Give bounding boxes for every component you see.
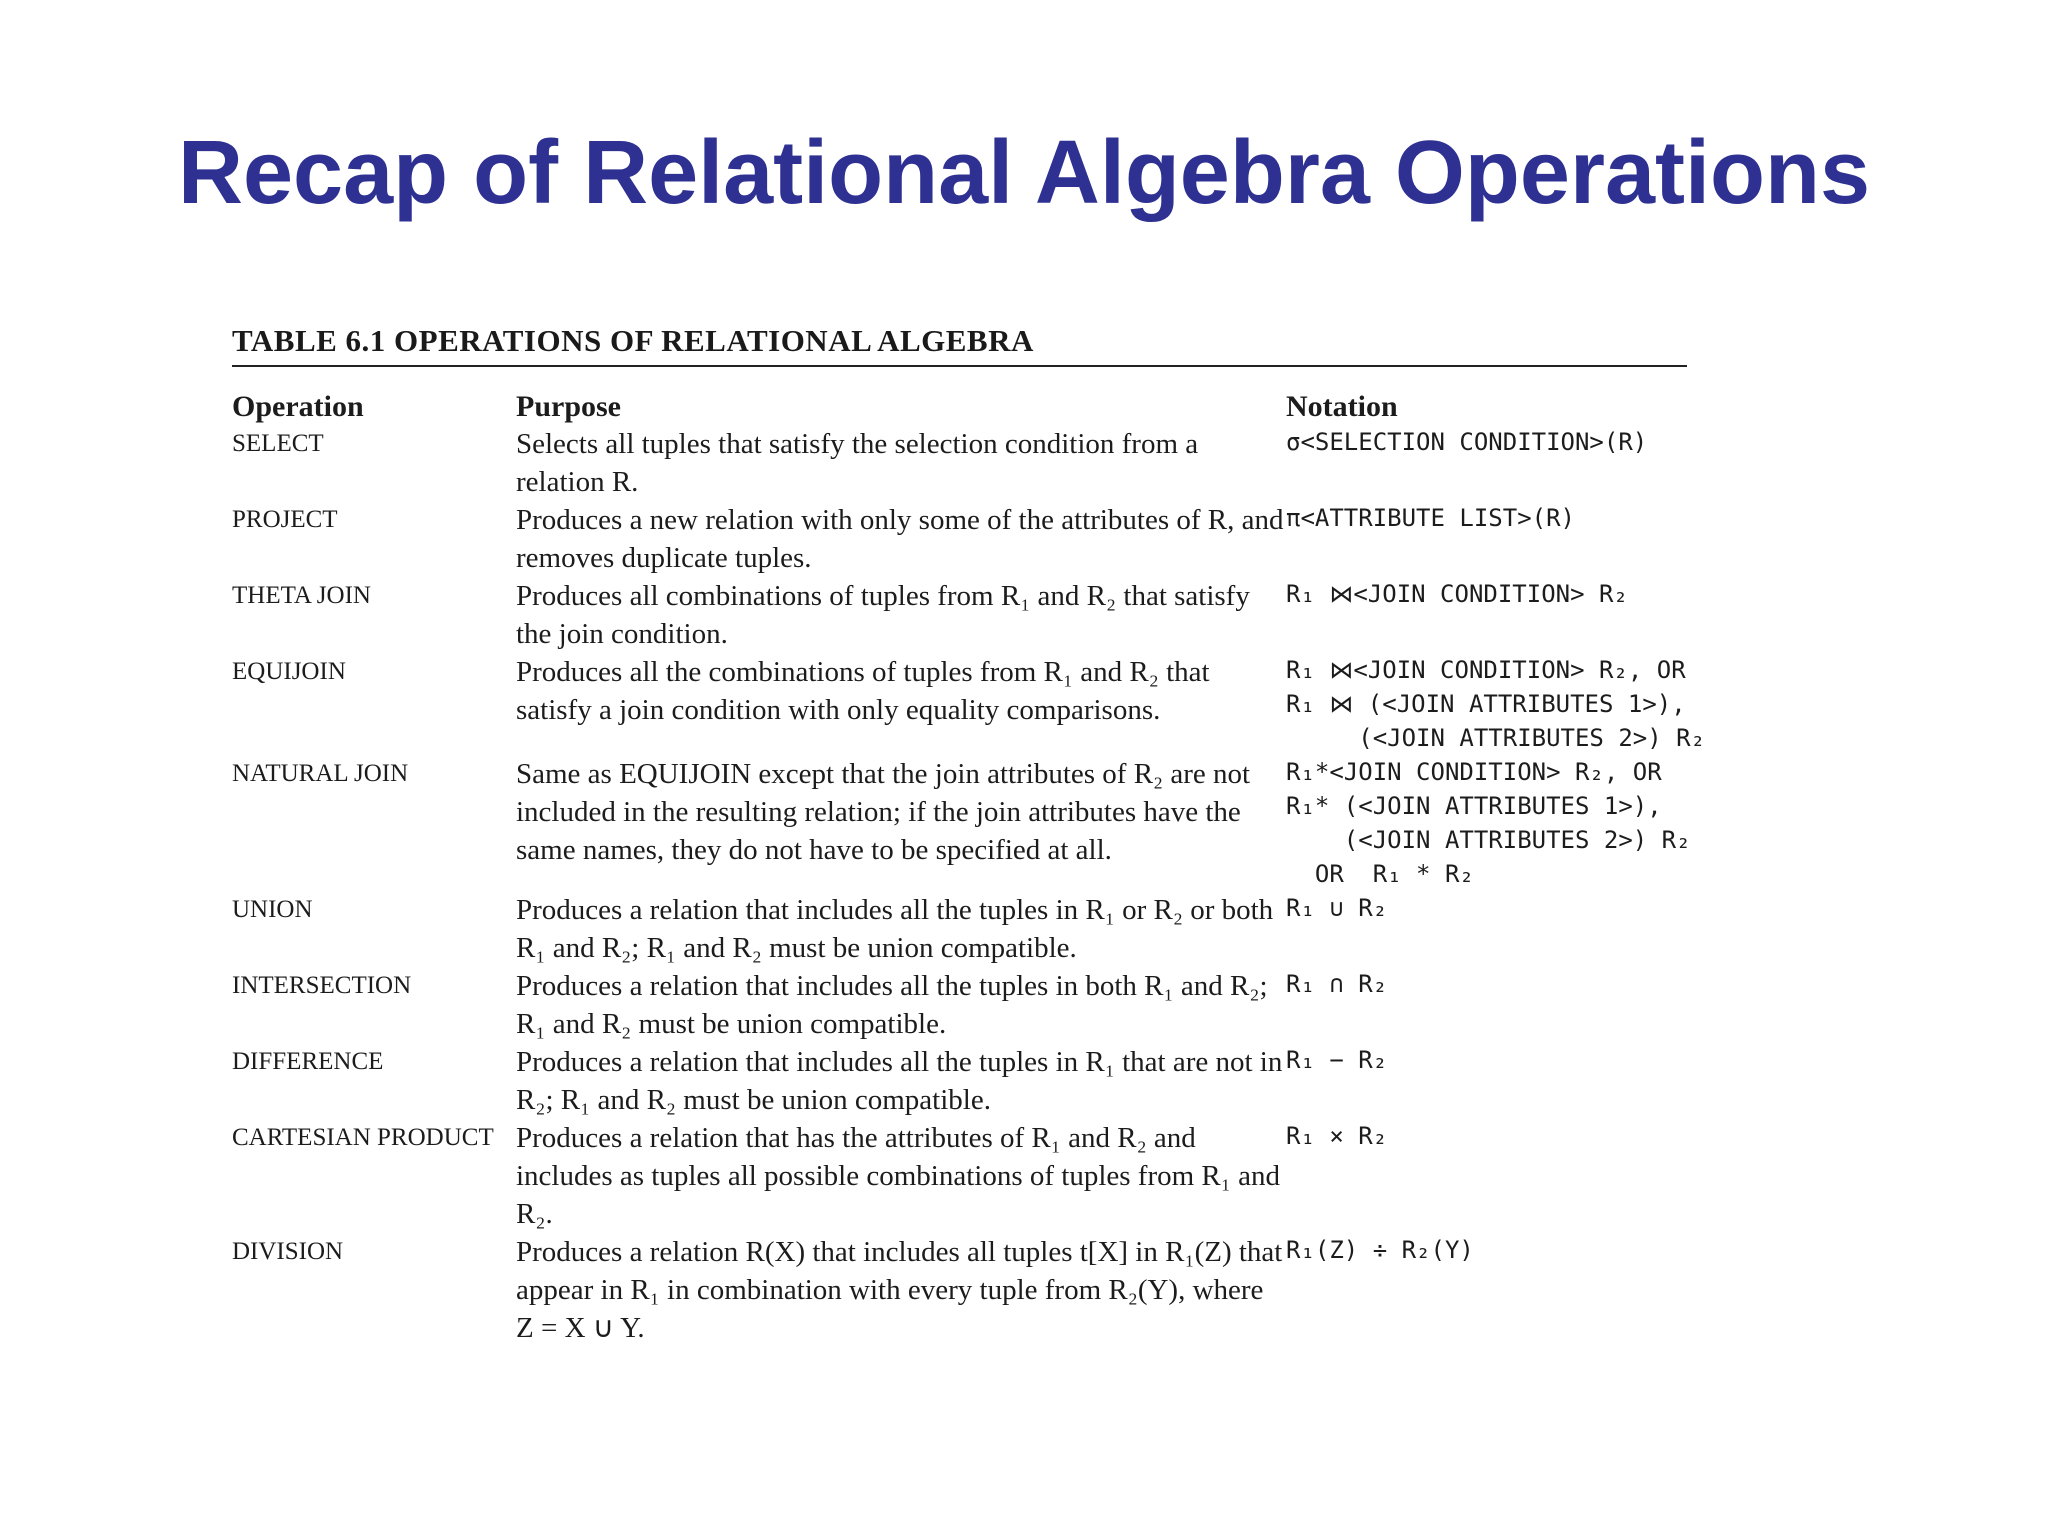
header-operation: Operation: [232, 390, 364, 423]
operation-purpose: Produces a relation that has the attributes of R₁ and R₂ and includes as tuples all possible combinations of tuples from R₁ and R₂.: [516, 1122, 1280, 1230]
operation-notation: [1286, 891, 1687, 967]
operation-name: DIFFERENCE: [232, 1048, 384, 1075]
operation-name: NATURAL JOIN: [232, 760, 409, 787]
table-row: [232, 1233, 1687, 1347]
table-body: [232, 425, 1706, 1347]
table-row: [232, 425, 1687, 501]
caption-divider: [232, 365, 1687, 367]
header-notation: Notation: [1286, 390, 1398, 423]
notation-line: R₁ ∩ R₂: [1286, 970, 1388, 998]
operation-name: PROJECT: [232, 506, 338, 533]
operation-name: INTERSECTION: [232, 972, 412, 999]
operations-table: [232, 389, 1706, 1347]
operation-purpose: Produces all combinations of tuples from R₁ and R₂ that satisfy the join condition.: [516, 580, 1250, 650]
notation-line: R₁ ⋈<JOIN CONDITION> R₂, OR: [1286, 656, 1686, 684]
operations-table-container: [232, 323, 1706, 1347]
operation-name: UNION: [232, 896, 313, 923]
operation-notation: [1286, 501, 1687, 577]
operation-name: EQUIJOIN: [232, 658, 346, 685]
notation-line: (<JOIN ATTRIBUTES 2>) R₂: [1286, 724, 1706, 752]
operation-purpose: Produces all the combinations of tuples from R₁ and R₂ that satisfy a join condition with only equality comparisons.: [516, 656, 1210, 726]
operation-name: THETA JOIN: [232, 582, 371, 609]
operation-notation: [1286, 1119, 1687, 1233]
table-caption: TABLE 6.1 OPERATIONS OF RELATIONAL ALGEBRA: [232, 323, 1034, 358]
operation-notation: [1286, 967, 1687, 1043]
notation-line: (<JOIN ATTRIBUTES 2>) R₂: [1286, 826, 1691, 854]
table-row: [232, 1043, 1687, 1119]
notation-line: R₁*<JOIN CONDITION> R₂, OR: [1286, 758, 1662, 786]
operation-purpose: Same as EQUIJOIN except that the join attributes of R₂ are not included in the resulting relation; if the join attributes have the same names, they do not have to be specified at all.: [516, 758, 1251, 866]
notation-line: R₁* (<JOIN ATTRIBUTES 1>),: [1286, 792, 1662, 820]
notation-line: OR R₁ * R₂: [1286, 860, 1474, 888]
operation-name: SELECT: [232, 430, 324, 457]
operation-purpose: Produces a new relation with only some of the attributes of R, and removes duplicate tuples.: [516, 504, 1284, 574]
table-header-row: [232, 389, 1687, 425]
operation-name: CARTESIAN PRODUCT: [232, 1124, 494, 1151]
operation-notation: [1286, 1043, 1687, 1119]
notation-line: R₁ − R₂: [1286, 1046, 1388, 1074]
operation-purpose: Produces a relation that includes all the tuples in R₁ or R₂ or both R₁ and R₂; R₁ and R₂ must be union compatible.: [516, 894, 1274, 964]
notation-line: R₁ ⋈<JOIN CONDITION> R₂: [1286, 580, 1628, 608]
operation-purpose: Selects all tuples that satisfy the selection condition from a relation R.: [516, 428, 1199, 498]
operation-purpose: Produces a relation R(X) that includes all tuples t[X] in R₁(Z) that appear in R₁ in combination with every tuple from R₂(Y), where Z = X ∪ Y.: [516, 1236, 1283, 1344]
operation-notation: [1286, 653, 1706, 755]
operation-purpose: Produces a relation that includes all the tuples in both R₁ and R₂; R₁ and R₂ must be union compatible.: [516, 970, 1268, 1040]
notation-line: R₁ × R₂: [1286, 1122, 1388, 1150]
table-row: [232, 891, 1687, 967]
notation-line: π<ATTRIBUTE LIST>(R): [1286, 504, 1575, 532]
notation-line: R₁(Z) ÷ R₂(Y): [1286, 1236, 1474, 1264]
notation-line: R₁ ∪ R₂: [1286, 894, 1388, 922]
table-row: [232, 1119, 1687, 1233]
operation-purpose: Produces a relation that includes all the tuples in R₁ that are not in R₂; R₁ and R₂ must be union compatible.: [516, 1046, 1283, 1116]
notation-line: σ<SELECTION CONDITION>(R): [1286, 428, 1648, 456]
operation-notation: [1286, 1233, 1687, 1347]
table-row: [232, 577, 1687, 653]
table-row: [232, 755, 1687, 891]
notation-line: R₁ ⋈ (<JOIN ATTRIBUTES 1>),: [1286, 690, 1686, 718]
operation-notation: [1286, 425, 1687, 501]
table-row: [232, 967, 1687, 1043]
operation-notation: [1286, 755, 1691, 891]
header-purpose: Purpose: [516, 390, 621, 423]
operation-notation: [1286, 577, 1687, 653]
slide-title: Recap of Relational Algebra Operations: [177, 123, 1871, 223]
operation-name: DIVISION: [232, 1238, 344, 1265]
table-row: [232, 653, 1687, 755]
table-row: [232, 501, 1687, 577]
